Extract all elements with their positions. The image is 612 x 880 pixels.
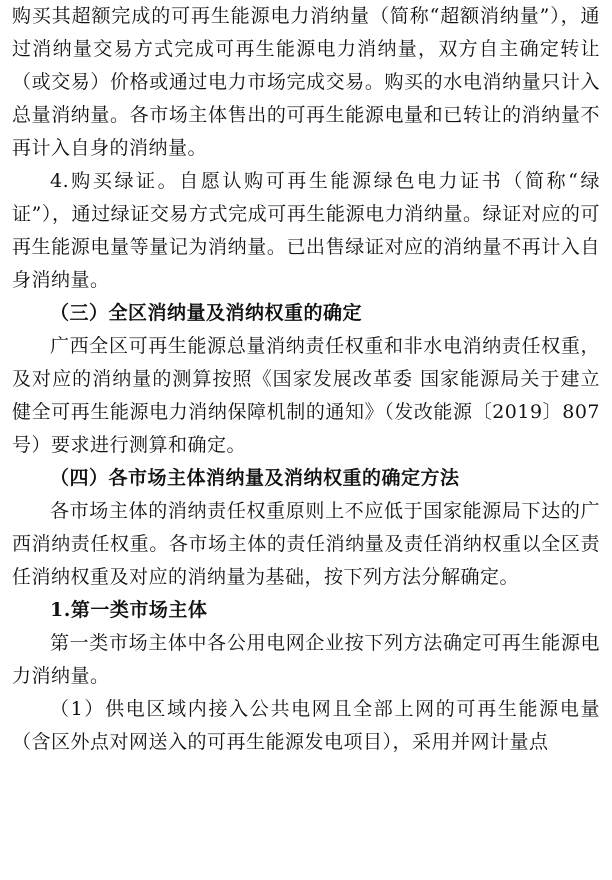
section-heading-4: （四）各市场主体消纳量及消纳权重的确定方法	[50, 467, 460, 489]
section-heading-3: （三）全区消纳量及消纳权重的确定	[50, 302, 363, 324]
paragraph-item-1: （1）供电区域内接入公共电网且全部上网的可再生能源电量（含区外点对网送入的可再生能源发电项目），采用并网计量点	[12, 698, 600, 753]
paragraph-market-weight: 各市场主体的消纳责任权重原则上不应低于国家能源局下达的广西消纳责任权重。各市场主体的责任消纳量及责任消纳权重以全区责任消纳权重及对应的消纳量为基础，按下列方法分解确定。	[12, 500, 600, 588]
subsection-heading-1: 1.第一类市场主体	[50, 599, 208, 621]
paragraph-excess-consumption: 购买其超额完成的可再生能源电力消纳量（简称“超额消纳量”），通过消纳量交易方式完成可再生能源电力消纳量，双方自主确定转让（或交易）价格或通过电力市场完成交易。购买的水电消纳量只计入总量消纳量。各市场主体售出的可再生能源电量和已转让的消纳量不再计入自身的消纳量。	[12, 5, 600, 159]
paragraph-first-class: 第一类市场主体中各公用电网企业按下列方法确定可再生能源电力消纳量。	[12, 632, 600, 687]
paragraph-green-certificate: 4.购买绿证。自愿认购可再生能源绿色电力证书（简称“绿证”），通过绿证交易方式完成可再生能源电力消纳量。绿证对应的可再生能源电量等量记为消纳量。已出售绿证对应的消纳量不再计入自身消纳量。	[12, 170, 600, 291]
paragraph-region-weight: 广西全区可再生能源总量消纳责任权重和非水电消纳责任权重，及对应的消纳量的测算按照《国家发展改革委 国家能源局关于建立健全可再生能源电力消纳保障机制的通知》（发改能源〔2019〕807号）要求进行测算和确定。	[12, 335, 600, 456]
